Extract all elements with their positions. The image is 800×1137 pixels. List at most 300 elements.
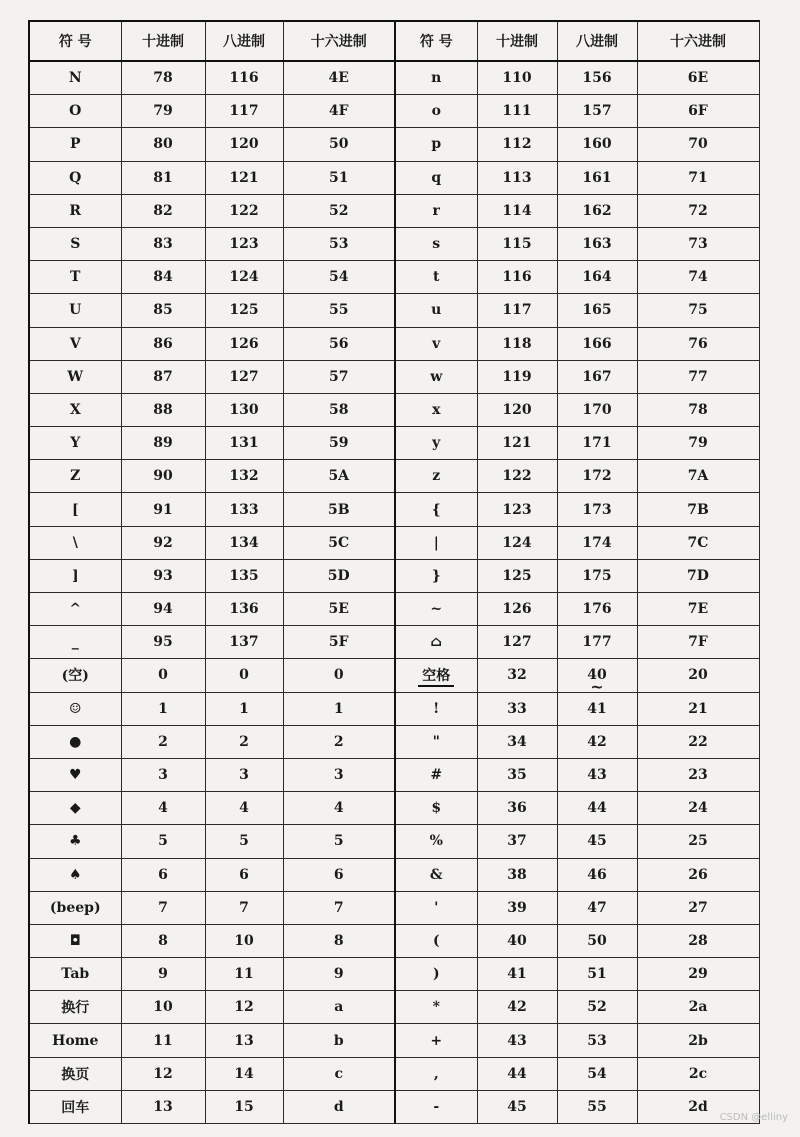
cell-text: 164 — [582, 269, 612, 286]
cell-text: 换行 — [61, 1000, 90, 1017]
table-row — [29, 1057, 759, 1090]
cell-text: 5C — [328, 534, 350, 551]
table-cell — [637, 659, 759, 692]
table-cell — [557, 991, 637, 1024]
table-cell — [557, 95, 637, 128]
table-cell — [283, 858, 395, 891]
table-cell — [121, 792, 205, 825]
cell-text: 33 — [507, 700, 527, 717]
table-cell — [283, 991, 395, 1024]
table-cell — [637, 1024, 759, 1057]
table-cell — [121, 725, 205, 758]
cell-text: Home — [52, 1032, 99, 1049]
document-page — [28, 20, 758, 1124]
table-cell — [395, 427, 477, 460]
cell-text: 160 — [582, 136, 612, 153]
table-cell — [283, 227, 395, 260]
table-row — [29, 792, 759, 825]
cell-text: 6E — [687, 70, 709, 87]
cell-text: 115 — [502, 236, 532, 253]
cell-text: y — [432, 435, 441, 452]
table-cell — [477, 1057, 557, 1090]
table-cell — [477, 659, 557, 692]
cell-text: 53 — [329, 236, 349, 253]
cell-text: ◘ — [69, 932, 81, 949]
table-cell — [477, 792, 557, 825]
table-cell — [557, 526, 637, 559]
table-cell — [637, 95, 759, 128]
cell-text: 7E — [687, 601, 709, 618]
cell-text: 83 — [153, 236, 173, 253]
cell-text: 23 — [688, 767, 708, 784]
table-cell — [395, 1090, 477, 1123]
cell-text: 94 — [153, 601, 173, 618]
cell-text: 13 — [153, 1098, 173, 1115]
cell-text: 173 — [582, 501, 612, 518]
table-cell — [557, 393, 637, 426]
cell-text: 7B — [687, 501, 709, 518]
table-cell — [637, 261, 759, 294]
table-cell — [283, 427, 395, 460]
table-cell — [557, 825, 637, 858]
cell-text: 4 — [158, 800, 168, 817]
cell-text: 2 — [158, 733, 168, 750]
cell-text: u — [431, 302, 442, 319]
table-cell — [283, 493, 395, 526]
table-body — [29, 61, 759, 1124]
table-cell — [121, 261, 205, 294]
cell-text: & — [429, 866, 443, 883]
cell-text: 42 — [507, 999, 527, 1016]
table-row — [29, 593, 759, 626]
cell-text: 3 — [333, 767, 344, 784]
table-cell — [557, 692, 637, 725]
table-cell — [121, 1057, 205, 1090]
table-cell — [477, 227, 557, 260]
table-cell — [283, 593, 395, 626]
cell-text: ! — [433, 700, 440, 717]
table-row — [29, 858, 759, 891]
cell-text: 57 — [329, 368, 349, 385]
cell-text: ^ — [69, 601, 82, 618]
cell-text: , — [433, 1065, 439, 1082]
cell-text: 10 — [234, 932, 254, 949]
table-cell — [121, 1024, 205, 1057]
table-cell — [205, 692, 283, 725]
cell-text: V — [69, 335, 81, 352]
watermark: CSDN @elliny — [719, 1112, 788, 1123]
cell-text: 44 — [587, 800, 607, 817]
table-cell — [121, 194, 205, 227]
table-row — [29, 1090, 759, 1123]
table-row — [29, 227, 759, 260]
cell-text: 52 — [329, 202, 349, 219]
column-header: 符 号 — [29, 21, 121, 61]
table-cell — [557, 161, 637, 194]
table-cell — [557, 493, 637, 526]
cell-text: 170 — [582, 401, 612, 418]
table-cell — [283, 61, 395, 95]
table-cell — [477, 95, 557, 128]
table-cell — [637, 294, 759, 327]
cell-text: 135 — [229, 567, 259, 584]
table-cell — [29, 360, 121, 393]
table-cell — [121, 393, 205, 426]
table-cell — [557, 559, 637, 592]
table-cell — [205, 1024, 283, 1057]
table-cell — [121, 1090, 205, 1123]
cell-text: 47 — [587, 899, 607, 916]
cell-text: 121 — [502, 435, 532, 452]
table-cell — [121, 227, 205, 260]
cell-text: ● — [69, 733, 82, 750]
table-cell — [477, 261, 557, 294]
table-cell — [395, 825, 477, 858]
table-cell — [477, 161, 557, 194]
cell-text: x — [432, 401, 441, 418]
table-cell — [557, 327, 637, 360]
table-cell — [283, 526, 395, 559]
cell-text: 35 — [507, 767, 527, 784]
table-cell — [395, 692, 477, 725]
table-cell — [205, 891, 283, 924]
cell-text: 131 — [229, 435, 259, 452]
table-cell — [477, 1090, 557, 1123]
table-cell — [29, 1090, 121, 1123]
table-cell — [557, 61, 637, 95]
cell-text: 117 — [502, 302, 532, 319]
table-cell — [395, 161, 477, 194]
table-cell — [205, 161, 283, 194]
cell-text: X — [69, 401, 81, 418]
table-cell — [637, 559, 759, 592]
cell-text: 4 — [333, 800, 344, 817]
table-cell — [121, 460, 205, 493]
table-cell — [283, 758, 395, 791]
table-cell — [477, 427, 557, 460]
cell-text: 4F — [328, 103, 349, 120]
table-cell — [395, 1057, 477, 1090]
cell-text: 7F — [688, 634, 708, 651]
cell-text: { — [431, 501, 441, 518]
table-row — [29, 427, 759, 460]
table-cell — [637, 393, 759, 426]
cell-text: 45 — [587, 833, 607, 850]
cell-text: R — [69, 202, 82, 219]
cell-text: _ — [71, 634, 79, 651]
cell-text: 40 ~ — [587, 667, 606, 683]
cell-text: 79 — [153, 103, 173, 120]
cell-text: 50 — [587, 932, 607, 949]
cell-text: ♥ — [68, 767, 82, 784]
table-row — [29, 991, 759, 1024]
cell-text: 118 — [502, 335, 532, 352]
table-cell — [205, 825, 283, 858]
table-cell — [557, 360, 637, 393]
table-cell — [557, 227, 637, 260]
table-cell — [283, 659, 395, 692]
table-cell — [29, 1057, 121, 1090]
cell-text: 78 — [688, 401, 708, 418]
table-cell — [477, 460, 557, 493]
table-cell — [283, 725, 395, 758]
cell-text: 43 — [507, 1032, 527, 1049]
cell-text: 4 — [239, 800, 249, 817]
cell-text: % — [429, 833, 443, 850]
cell-text: 0 — [239, 667, 249, 684]
cell-text: 5F — [328, 634, 349, 651]
cell-text: } — [431, 567, 441, 584]
cell-text: 126 — [502, 601, 532, 618]
table-cell — [283, 128, 395, 161]
cell-text: 32 — [507, 667, 527, 684]
cell-text: ] — [71, 567, 79, 584]
cell-text: 2 — [333, 733, 344, 750]
cell-text: ☺ — [68, 700, 82, 717]
table-cell — [477, 61, 557, 95]
cell-text: 125 — [502, 567, 532, 584]
table-cell — [29, 559, 121, 592]
table-cell — [121, 891, 205, 924]
table-cell — [29, 61, 121, 95]
cell-text: 28 — [688, 932, 708, 949]
table-cell — [121, 161, 205, 194]
cell-text: 7D — [687, 567, 709, 584]
cell-text: 162 — [582, 202, 612, 219]
table-cell — [557, 792, 637, 825]
table-cell — [477, 294, 557, 327]
table-cell — [395, 460, 477, 493]
column-header: 十六进制 — [637, 21, 759, 61]
cell-text: 177 — [582, 634, 612, 651]
table-cell — [29, 891, 121, 924]
cell-text: c — [334, 1065, 344, 1082]
table-cell — [29, 692, 121, 725]
table-cell — [637, 725, 759, 758]
table-cell — [283, 626, 395, 659]
cell-text: 6 — [158, 866, 168, 883]
table-cell — [557, 427, 637, 460]
cell-text: 9 — [333, 966, 344, 983]
cell-text: 46 — [587, 866, 607, 883]
table-cell — [477, 194, 557, 227]
cell-text: 9 — [158, 966, 168, 983]
table-cell — [477, 958, 557, 991]
cell-text: Z — [70, 468, 81, 485]
table-cell — [395, 61, 477, 95]
table-cell — [395, 924, 477, 957]
table-cell — [395, 493, 477, 526]
cell-text: 56 — [329, 335, 349, 352]
cell-text: " — [432, 733, 440, 750]
table-cell — [121, 825, 205, 858]
table-cell — [477, 891, 557, 924]
table-cell — [283, 294, 395, 327]
table-cell — [205, 858, 283, 891]
table-cell — [29, 725, 121, 758]
table-cell — [205, 559, 283, 592]
cell-text: 38 — [507, 866, 527, 883]
cell-text: 27 — [688, 899, 708, 916]
table-cell — [637, 427, 759, 460]
cell-text: 84 — [153, 269, 173, 286]
column-header: 十进制 — [121, 21, 205, 61]
table-cell — [205, 460, 283, 493]
table-cell — [637, 593, 759, 626]
cell-text: r — [432, 202, 440, 219]
cell-text: 89 — [153, 435, 173, 452]
table-cell — [477, 858, 557, 891]
table-cell — [395, 194, 477, 227]
cell-text: s — [432, 236, 441, 253]
cell-text: 20 — [688, 667, 708, 684]
cell-text: 3 — [239, 767, 249, 784]
cell-text: 166 — [582, 335, 612, 352]
table-cell — [205, 95, 283, 128]
table-cell — [395, 294, 477, 327]
table-row — [29, 659, 759, 692]
cell-text: 1 — [239, 700, 249, 717]
cell-text: 43 — [587, 767, 607, 784]
table-cell — [29, 1024, 121, 1057]
table-cell — [637, 360, 759, 393]
table-cell — [395, 227, 477, 260]
table-cell — [395, 792, 477, 825]
cell-text: 空格 — [418, 668, 454, 687]
cell-text: 78 — [153, 70, 173, 87]
table-cell — [283, 924, 395, 957]
table-cell — [477, 1024, 557, 1057]
table-cell — [395, 593, 477, 626]
table-cell — [637, 1057, 759, 1090]
table-row — [29, 1024, 759, 1057]
cell-text: 122 — [229, 202, 259, 219]
table-cell — [395, 991, 477, 1024]
cell-text: 59 — [329, 435, 349, 452]
cell-text: 53 — [587, 1032, 607, 1049]
cell-text: ♠ — [68, 866, 82, 883]
column-header: 十进制 — [477, 21, 557, 61]
cell-text: 122 — [502, 468, 532, 485]
table-cell — [637, 692, 759, 725]
table-cell — [205, 227, 283, 260]
table-row — [29, 725, 759, 758]
cell-text: 5 — [239, 833, 249, 850]
cell-text: b — [333, 1032, 344, 1049]
table-cell — [205, 1090, 283, 1123]
cell-text: 116 — [229, 70, 259, 87]
cell-text: \ — [72, 534, 78, 551]
cell-text: 25 — [688, 833, 708, 850]
table-cell — [477, 327, 557, 360]
table-cell — [557, 261, 637, 294]
cell-text: 127 — [502, 634, 532, 651]
table-cell — [29, 659, 121, 692]
table-row — [29, 958, 759, 991]
cell-text: 0 — [333, 667, 344, 684]
cell-text: 85 — [153, 302, 173, 319]
cell-text: d — [333, 1098, 344, 1115]
cell-text: 76 — [688, 335, 708, 352]
cell-text: 6 — [239, 866, 249, 883]
table-cell — [283, 393, 395, 426]
cell-text: 7C — [687, 534, 709, 551]
cell-text: 167 — [582, 368, 612, 385]
cell-text: 换页 — [61, 1066, 90, 1083]
table-cell — [283, 327, 395, 360]
cell-text: 54 — [329, 269, 349, 286]
table-cell — [29, 227, 121, 260]
cell-text: 134 — [229, 534, 259, 551]
table-row — [29, 294, 759, 327]
table-cell — [557, 758, 637, 791]
table-row — [29, 61, 759, 95]
cell-text: # — [430, 767, 443, 784]
table-cell — [283, 460, 395, 493]
cell-text: 26 — [688, 866, 708, 883]
cell-text: 34 — [507, 733, 527, 750]
table-cell — [283, 792, 395, 825]
table-row — [29, 526, 759, 559]
table-cell — [557, 659, 637, 692]
cell-text: 37 — [507, 833, 527, 850]
table-cell — [205, 958, 283, 991]
cell-text: 124 — [229, 269, 259, 286]
cell-text: 120 — [229, 136, 259, 153]
table-cell — [205, 327, 283, 360]
cell-text: | — [433, 534, 439, 551]
table-cell — [395, 327, 477, 360]
table-cell — [29, 427, 121, 460]
cell-text: 0 — [158, 667, 168, 684]
cell-text: 54 — [587, 1065, 607, 1082]
table-cell — [557, 1057, 637, 1090]
cell-text: 87 — [153, 368, 173, 385]
column-header: 符 号 — [395, 21, 477, 61]
table-cell — [557, 1024, 637, 1057]
table-cell — [121, 559, 205, 592]
table-cell — [395, 1024, 477, 1057]
table-cell — [637, 792, 759, 825]
table-cell — [29, 626, 121, 659]
cell-text: 114 — [502, 202, 532, 219]
table-cell — [395, 128, 477, 161]
table-row — [29, 161, 759, 194]
table-cell — [121, 128, 205, 161]
cell-text: 113 — [502, 169, 532, 186]
table-cell — [395, 261, 477, 294]
cell-text: 14 — [234, 1065, 254, 1082]
cell-text: 125 — [229, 302, 259, 319]
table-cell — [557, 725, 637, 758]
table-cell — [395, 725, 477, 758]
table-cell — [557, 958, 637, 991]
cell-text: 70 — [688, 136, 708, 153]
table-cell — [205, 626, 283, 659]
cell-text: 39 — [507, 899, 527, 916]
cell-text: 121 — [229, 169, 259, 186]
table-cell — [121, 327, 205, 360]
table-cell — [205, 924, 283, 957]
table-cell — [395, 95, 477, 128]
cell-text: Y — [70, 435, 81, 452]
cell-text: 157 — [582, 103, 612, 120]
cell-text: 124 — [502, 534, 532, 551]
table-cell — [29, 825, 121, 858]
cell-text: ♣ — [68, 833, 82, 850]
cell-text: 132 — [229, 468, 259, 485]
cell-text: n — [431, 70, 442, 87]
